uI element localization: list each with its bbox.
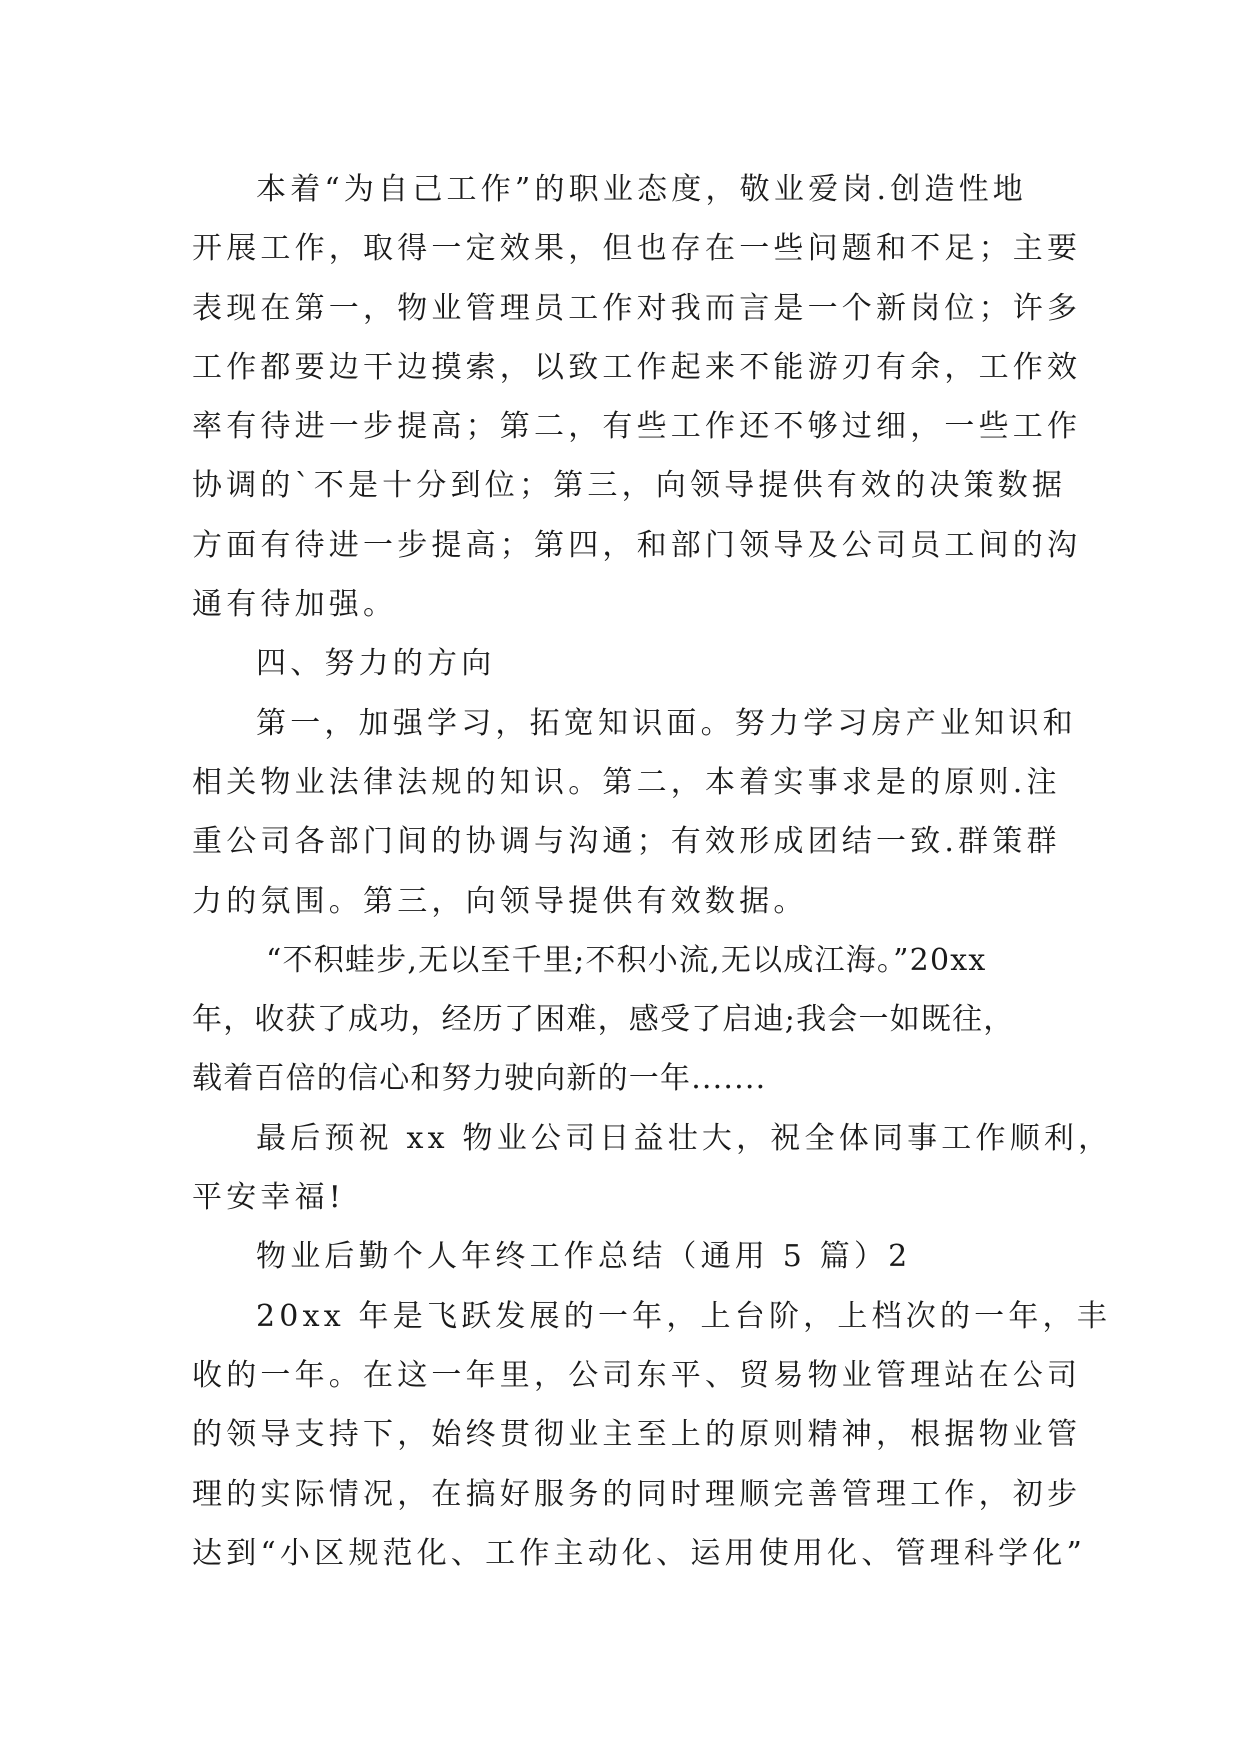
paragraph-line: 通有待加强。 (192, 587, 398, 623)
paragraph-line: 最后预祝 xx 物业公司日益壮大，祝全体同事工作顺利， (256, 1120, 1113, 1156)
paragraph-line: 力的氛围。第三，向领导提供有效数据。 (192, 883, 808, 919)
paragraph-line: 工作都要边干边摸索，以致工作起来不能游刃有余，工作效 (192, 349, 1082, 385)
paragraph-line: 开展工作，取得一定效果，但也存在一些问题和不足；主要 (192, 231, 1082, 267)
paragraph-line: 本着“为自己工作”的职业态度，敬业爱岗.创造性地 (256, 172, 1028, 207)
paragraph-line: 相关物业法律法规的知识。第二，本着实事求是的原则.注 (192, 764, 1061, 800)
paragraph-line: 方面有待进一步提高；第四，和部门领导及公司员工间的沟 (192, 527, 1082, 563)
paragraph-line: 年，收获了成功，经历了困难，感受了启迪;我会一如既往， (192, 1002, 1015, 1038)
paragraph-line: 20xx 年是飞跃发展的一年，上台阶，上档次的一年，丰 (256, 1298, 1111, 1334)
document-body (192, 160, 1113, 1583)
paragraph-line: 收的一年。在这一年里，公司东平、贸易物业管理站在公司 (192, 1357, 1082, 1393)
paragraph-line: 率有待进一步提高；第二，有些工作还不够过细，一些工作 (192, 409, 1082, 445)
paragraph-line: 协调的`不是十分到位；第三，向领导提供有效的决策数据 (192, 468, 1067, 504)
paragraph-line: 的领导支持下，始终贯彻业主至上的原则精神，根据物业管 (192, 1417, 1082, 1453)
paragraph-line: 重公司各部门间的协调与沟通；有效形成团结一致.群策群 (192, 824, 1061, 860)
quote-line: “不积蛙步,无以至千里;不积小流,无以成江海。”20xx (266, 942, 987, 978)
paragraph-line: 达到“小区规范化、工作主动化、运用使用化、管理科学化” (192, 1535, 1087, 1571)
paragraph-line: 载着百倍的信心和努力驶向新的一年....... (192, 1061, 767, 1097)
paragraph-line: 表现在第一，物业管理员工作对我而言是一个新岗位；许多 (192, 290, 1082, 326)
paragraph-line: 理的实际情况，在搞好服务的同时理顺完善管理工作，初步 (192, 1476, 1082, 1512)
paragraph-line: 第一，加强学习，拓宽知识面。努力学习房产业知识和 (256, 705, 1077, 741)
paragraph-line: 平安幸福! (192, 1180, 346, 1216)
section-title: 物业后勤个人年终工作总结（通用 5 篇）2 (256, 1239, 912, 1275)
section-heading: 四、努力的方向 (256, 646, 496, 682)
